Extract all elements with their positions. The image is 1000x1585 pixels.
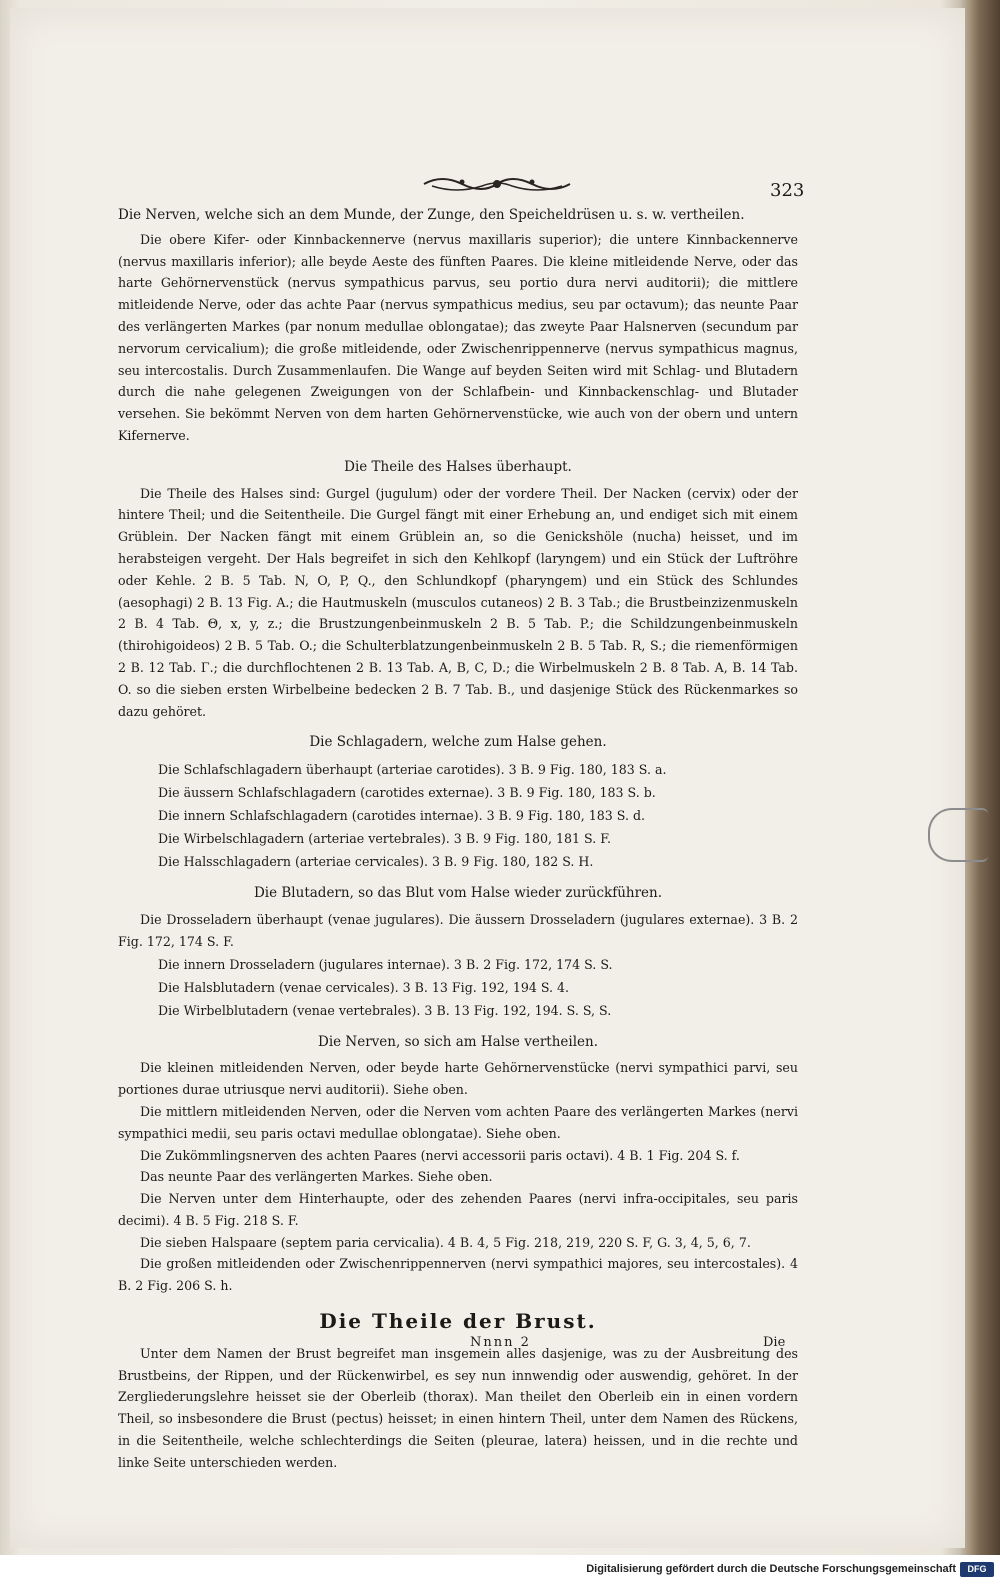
nerves-item: Die mittlern mitleidenden Nerven, oder die Nerven vom achten Paare des verlängerten Markes (nervi sympathici medii, seu paris octavi medullae oblongatae). Siehe oben. xyxy=(118,1103,798,1141)
footer-bar xyxy=(0,1555,1000,1585)
nerves-heading: Die Nerven, so sich am Halse vertheilen. xyxy=(318,1033,598,1050)
list-item: Die innern Drosseladern (jugulares internae). 3 B. 2 Fig. 172, 174 S. S. xyxy=(158,956,613,972)
veins-list xyxy=(118,953,798,1022)
arteries-heading: Die Schlagadern, welche zum Halse gehen. xyxy=(309,734,607,751)
footer-credit: Digitalisierung gefördert durch die Deutsche Forschungsgemeinschaft xyxy=(586,1563,956,1575)
paper-clip xyxy=(928,808,988,862)
dfg-logo: DFG xyxy=(960,1562,994,1577)
nerves-item: Die kleinen mitleidenden Nerven, oder beyde harte Gehörnervenstücke (nervi sympathici parvi, seu portiones durae utriusque nervi auditorii). Siehe oben. xyxy=(118,1060,798,1098)
nerves-item: Die Zukömmlingsnerven des achten Paares (nervi accessorii paris octavi). 4 B. 1 Fig. 204 S. f. xyxy=(140,1147,740,1163)
list-item: Die Halsschlagadern (arteriae cervicales). 3 B. 9 Fig. 180, 182 S. H. xyxy=(158,854,594,870)
chest-paragraph: Unter dem Namen der Brust begreifet man insgemein alles dasjenige, was zu der Ausbreitung des Brustbeins, der Rippen, und der Rückenwirbel, es sey nun innwendig oder auswendig, gehöret. In der Zergliederungslehre heisset sie der Oberleib (thorax). Man theilet den Oberleib ein in einen vordern Theil, so insbesondere die Brust (pectus) heisset; in einen hintern Theil, unter dem Namen des Rückens, in die Seitentheile, welche schlechterdings die Seiten (pleurae, latera) heissen, und in die rechte und linke Seite unterschieden werden. xyxy=(118,1345,798,1470)
signature-mark: Nnnn 2 xyxy=(470,1335,531,1350)
page-number: 323 xyxy=(770,180,805,201)
veins-first-paragraph: Die Drosseladern überhaupt (venae jugulares). Die äussern Drosseladern (jugulares externae). 3 B. 2 Fig. 172, 174 S. F. xyxy=(118,911,798,949)
nerves-item: Das neunte Paar des verlängerten Markes. Siehe oben. xyxy=(140,1169,493,1185)
list-item: Die Halsblutadern (venae cervicales). 3 B. 13 Fig. 192, 194 S. 4. xyxy=(158,979,570,995)
catchword: Die xyxy=(763,1335,786,1350)
page-text xyxy=(118,205,798,1474)
intro-paragraph: Die obere Kifer- oder Kinnbackennerve (nervus maxillaris superior); die untere Kinnbackennerve (nervus maxillaris inferior); alle beyde Aeste des fünften Paares. Die kleine mitleidende Nerve, oder das harte Gehörnervenstück (nervus sympathicus parvus, seu portio dura nervi auditorii); die mittlere mitleidende Nerve, oder das achte Paar (nervus sympathicus medius, seu par octavum); das neunte Paar des verlängerten Markes (par nonum medullae oblongatae); das zweyte Paar Halsnerven (secundum par nervorum cervicalium); die große mitleidende, oder Zwischenrippennerve (nervus sympathicus magnus, seu intercostalis. Durch Zusammenlaufen. Die Wange auf beyden Seiten wird mit Schlag- und Blutadern durch die nahe gelegenen Zweigungen von der Schlafbein- und Kinnbackenschlag- und Blutader versehen. Sie bekömmt Nerven von dem harten Gehörnervenstücke, wie auch von der obern und untern Kifernerve. xyxy=(118,231,798,443)
veins-heading: Die Blutadern, so das Blut vom Halse wieder zurückführen. xyxy=(253,885,663,902)
neck-heading: Die Theile des Halses überhaupt. xyxy=(344,458,572,475)
list-item: Die äussern Schlafschlagadern (carotides externae). 3 B. 9 Fig. 180, 183 S. b. xyxy=(158,785,656,801)
header-ornament xyxy=(422,172,572,196)
running-head: Die Nerven, welche sich an dem Munde, der Zunge, den Speicheldrüsen u. s. w. vertheilen. xyxy=(118,207,745,223)
nerves-item: Die sieben Halspaare (septem paria cervicalia). 4 B. 4, 5 Fig. 218, 219, 220 S. F, G. 3, 4, 5, 6, 7. xyxy=(140,1234,751,1250)
list-item: Die innern Schlafschlagadern (carotides internae). 3 B. 9 Fig. 180, 183 S. d. xyxy=(158,808,646,824)
nerves-item: Die Nerven unter dem Hinterhaupte, oder des zehenden Paares (nervi infra-occipitales, seu paris decimi). 4 B. 5 Fig. 218 S. F. xyxy=(118,1191,798,1228)
list-item: Die Wirbelschlagadern (arteriae vertebrales). 3 B. 9 Fig. 180, 181 S. F. xyxy=(158,831,611,847)
list-item: Die Schlafschlagadern überhaupt (arteriae carotides). 3 B. 9 Fig. 180, 183 S. a. xyxy=(158,762,667,778)
neck-paragraph: Die Theile des Halses sind: Gurgel (jugulum) oder der vordere Theil. Der Nacken (cervix) oder der hintere Theil; und die Seitentheile. Die Gurgel fängt mit einer Erhebung an, und endiget sich mit einem Grüblein. Der Nacken fängt mit einem Grüblein an, so die Genickshöle (nucha) heisset, und im herabsteigen vergeht. Der Hals begreifet in sich den Kehlkopf (laryngem) und ein Stück der Luftröhre oder Kehle. 2 B. 5 Tab. N, O, P, Q., den Schlundkopf (pharyngem) und ein Stück des Schlundes (aesophagi) 2 B. 13 Fig. A.; die Hautmuskeln (musculos cutaneos) 2 B. 3 Tab.; die Brustbeinzizenmuskeln 2 B. 4 Tab. Θ, x, y, z.; die Brustzungenbeinmuskeln 2 B. 5 Tab. P.; die Schildzungenbeinmuskeln (thirohigoideos) 2 B. 5 Tab. O.; die Schulterblatzungenbeinmuskeln 2 B. 5 Tab. R, S.; die riemenförmigen 2 B. 12 Tab. Γ.; die durchflochtenen 2 B. 13 Tab. A, B, C, D.; die Wirbelmuskeln 2 B. 8 Tab. A, B. 14 Tab. O. so die sieben ersten Wirbelbeine bedecken 2 B. 7 Tab. B., und dasjenige Stück des Rückenmarkes so dazu gehöret. xyxy=(118,485,798,719)
chest-heading: Die Theile der Brust. xyxy=(319,1309,597,1334)
list-item: Die Wirbelblutadern (venae vertebrales). 3 B. 13 Fig. 192, 194. S. S, S. xyxy=(158,1002,612,1018)
nerves-item: Die großen mitleidenden oder Zwischenrippennerven (nervi sympathici majores, seu intercostales). 4 B. 2 Fig. 206 S. h. xyxy=(118,1256,798,1294)
arteries-list xyxy=(118,758,798,873)
book-edge xyxy=(965,0,1000,1555)
